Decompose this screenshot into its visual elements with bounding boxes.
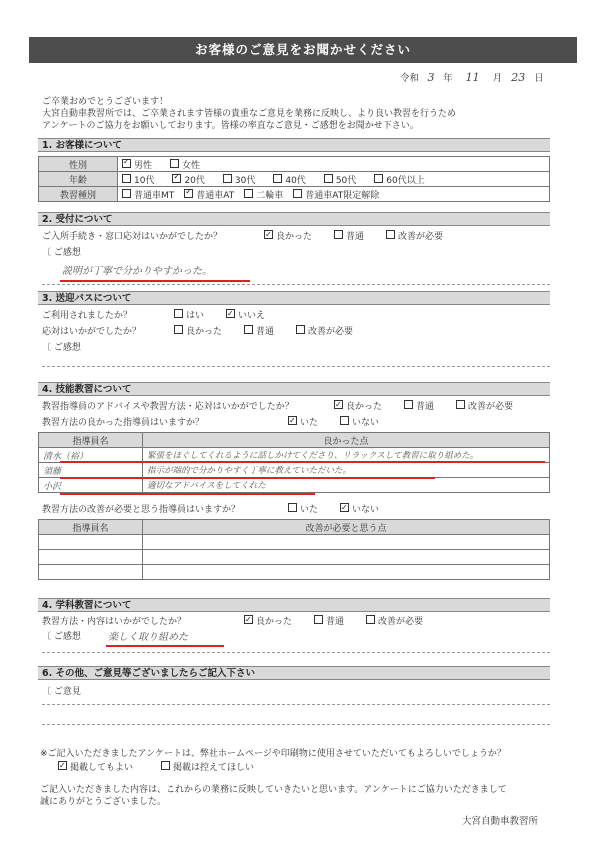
bus-comment-label: 〔 ご感想 (42, 343, 81, 353)
col-header: 指導員名 (39, 433, 143, 448)
underline-mark (60, 493, 315, 495)
checkbox[interactable] (58, 761, 67, 770)
checkbox-label: 良かった (256, 617, 293, 627)
checkbox-label: 改善が必要 (468, 402, 514, 412)
checkbox-option[interactable] (172, 173, 204, 186)
thanks-line: ご記入いただきました内容は、これからの業務に反映していきたいと思います。アンケートにご協力いただきまして (40, 785, 507, 795)
checkbox-label: 普通 (326, 617, 345, 627)
checkbox-label: 普通車AT (196, 190, 235, 201)
checkbox-option[interactable] (170, 158, 200, 171)
checkbox-label: 40代 (285, 175, 306, 186)
checkbox-option[interactable] (122, 188, 174, 201)
checkbox-option[interactable] (334, 230, 364, 244)
checkbox-label: いた (300, 418, 319, 428)
improve-instructor-table (38, 519, 550, 580)
year-value[interactable]: 3 (427, 71, 435, 84)
checkbox-label: 60代以上 (386, 175, 425, 186)
checkbox[interactable] (340, 416, 349, 425)
checkbox-label: 普通 (416, 402, 435, 412)
checkbox[interactable] (223, 174, 232, 183)
day-unit: 日 (534, 73, 544, 84)
skill-q3-options (288, 503, 401, 517)
instructor-comment[interactable]: 緊張をほぐしてくれるように話しかけてくださり、リラックスして教習に取り組めた。 (143, 448, 550, 463)
reception-question: ご入所手続き・窓口応対はいかがでしたか？ (42, 232, 223, 242)
empty-cell[interactable] (143, 535, 550, 550)
org-name: 大宮自動車教習所 (462, 816, 539, 827)
checkbox-label: 10代 (134, 175, 155, 186)
publish-options (58, 761, 282, 775)
checkbox[interactable] (334, 400, 343, 409)
checkbox[interactable] (172, 174, 181, 183)
checkbox[interactable] (324, 174, 333, 183)
intro-line: アンケートのご協力をお願いしております。皆様の率直なご意見・ご感想をお聞かせ下さい。 (42, 121, 419, 131)
instructor-name[interactable]: 小沢 (39, 478, 143, 493)
checkbox[interactable] (170, 159, 179, 168)
checkbox-label: いない (352, 418, 380, 428)
checkbox-label: いない (352, 505, 380, 515)
checkbox[interactable] (366, 615, 375, 624)
checkbox-option[interactable] (244, 615, 292, 629)
col-header: 改善が必要と思う点 (143, 520, 550, 535)
checkbox[interactable] (288, 503, 297, 512)
checkbox[interactable] (264, 230, 273, 239)
other-comment-label: 〔 ご意見 (42, 687, 81, 697)
checkbox-label: 掲載してもよい (70, 763, 134, 773)
checkbox-option[interactable] (58, 761, 133, 775)
bus-q2-row (42, 325, 552, 339)
checkbox-label: 二輪車 (256, 190, 284, 201)
checkbox-option[interactable] (404, 400, 434, 414)
intro-text (42, 96, 562, 132)
checkbox-option[interactable] (174, 309, 204, 323)
checkbox-label: 普通 (346, 232, 365, 242)
instructor-comment[interactable]: 指示が端的で分かりやすく丁寧に教えていただいた。 (143, 463, 550, 478)
academic-comment-label: 〔 ご感想 (42, 632, 81, 642)
checkbox-label: 改善が必要 (398, 232, 444, 242)
checkbox[interactable] (374, 174, 383, 183)
checkbox[interactable] (184, 189, 193, 198)
row-label: 性別 (39, 157, 118, 172)
academic-comment[interactable]: 楽しく取り組めた (108, 632, 188, 643)
date-line (400, 70, 570, 84)
underline-mark (60, 477, 435, 479)
checkbox-option[interactable] (244, 325, 274, 339)
reception-options (264, 230, 465, 244)
col-header: 良かった点 (143, 433, 550, 448)
checkbox[interactable] (122, 189, 131, 198)
section-customer: 1. お客様について (38, 138, 550, 152)
checkbox-label: 良かった (276, 232, 313, 242)
section-bus: 3. 送迎バスについて (38, 291, 550, 305)
checkbox-option[interactable] (456, 400, 513, 414)
checkbox[interactable] (174, 309, 183, 318)
section-reception: 2. 受付について (38, 212, 550, 226)
reception-comment[interactable]: 説明が丁寧で分かりやすかった。 (62, 266, 212, 277)
gender-options (118, 157, 550, 172)
checkbox-label: 普通車MT (134, 190, 175, 201)
checkbox-option[interactable] (184, 188, 234, 201)
checkbox-option[interactable] (340, 416, 379, 430)
bus-q1: ご利用されましたか？ (42, 311, 133, 321)
thanks-text (40, 784, 570, 808)
checkbox-label: 良かった (346, 402, 383, 412)
divider (42, 724, 550, 725)
checkbox[interactable] (314, 615, 323, 624)
checkbox-label: いいえ (238, 311, 266, 321)
checkbox-option[interactable] (174, 325, 222, 339)
divider (42, 704, 550, 705)
checkbox-option[interactable] (324, 173, 356, 186)
checkbox-option[interactable] (122, 158, 152, 171)
section-academic: 4. 学科教習について (38, 598, 550, 612)
instructor-name[interactable]: 須藤 (39, 463, 143, 478)
checkbox-label: 50代 (335, 175, 357, 186)
skill-q1: 教習指導員のアドバイスや教習方法・応対はいかがでしたか？ (42, 402, 294, 412)
checkbox-label: 掲載は控えてほしい (173, 763, 255, 773)
instructor-comment[interactable]: 適切なアドバイスをしてくれた (143, 478, 550, 493)
checkbox[interactable] (404, 400, 413, 409)
era-label: 令和 (400, 73, 420, 84)
section-other: 6. その他、ご意見等ございましたらご記入下さい (38, 666, 550, 680)
empty-cell[interactable] (143, 550, 550, 565)
checkbox[interactable] (226, 309, 235, 318)
intro-line: ご卒業おめでとうございます！ (42, 97, 169, 107)
checkbox[interactable] (293, 189, 302, 198)
checkbox-option[interactable] (223, 173, 255, 186)
checkbox[interactable] (273, 174, 282, 183)
checkbox-option[interactable] (314, 615, 344, 629)
checkbox-option[interactable] (264, 230, 312, 244)
checkbox-label: いた (300, 505, 319, 515)
bus-q2-options (174, 325, 375, 339)
course-options (118, 187, 550, 202)
empty-cell[interactable] (143, 565, 550, 580)
checkbox-option[interactable] (374, 173, 424, 186)
bus-q1-options (174, 309, 287, 323)
checkbox[interactable] (122, 159, 131, 168)
checkbox-option[interactable] (288, 416, 318, 430)
bus-q1-row (42, 309, 552, 323)
checkbox-label: 良かった (186, 327, 223, 337)
checkbox-label: 30代 (234, 175, 256, 186)
checkbox-option[interactable] (122, 173, 154, 186)
checkbox-option[interactable] (244, 188, 283, 201)
row-label: 教習種別 (39, 187, 118, 202)
reception-question-row (42, 230, 552, 244)
checkbox[interactable] (334, 230, 343, 239)
divider (42, 366, 550, 367)
instructor-name[interactable]: 清水（裕） (39, 448, 143, 463)
empty-cell[interactable] (39, 535, 143, 550)
skill-q3: 教習方法の改善が必要と思う指導員はいますか？ (42, 505, 241, 515)
checkbox-option[interactable] (296, 325, 353, 339)
divider (42, 284, 550, 285)
checkbox-option[interactable] (366, 615, 423, 629)
checkbox-label: はい (186, 311, 205, 321)
checkbox[interactable] (244, 325, 253, 334)
checkbox[interactable] (386, 230, 395, 239)
col-header: 指導員名 (39, 520, 143, 535)
checkbox-option[interactable] (226, 309, 265, 323)
checkbox[interactable] (161, 761, 170, 770)
academic-question-row (42, 615, 552, 629)
section-skill: 4. 技能教習について (38, 382, 550, 396)
checkbox-option[interactable] (340, 503, 379, 517)
checkbox-option[interactable] (288, 503, 318, 517)
skill-q1-options (334, 400, 535, 414)
row-label: 年齢 (39, 172, 118, 187)
checkbox[interactable] (340, 503, 349, 512)
empty-cell[interactable] (39, 565, 143, 580)
checkbox-label: 普通車AT限定解除 (305, 190, 380, 201)
checkbox[interactable] (296, 325, 305, 334)
checkbox[interactable] (244, 615, 253, 624)
year-unit: 年 (443, 73, 453, 84)
academic-options (244, 615, 445, 629)
intro-line: 大宮自動車教習所では、ご卒業されます皆様の貴重なご意見を業務に反映し、より良い教習を行うため (42, 109, 457, 119)
checkbox-label: 改善が必要 (308, 327, 354, 337)
customer-table (38, 156, 550, 202)
checkbox[interactable] (244, 189, 253, 198)
skill-q2: 教習方法の良かった指導員はいますか？ (42, 418, 205, 428)
checkbox-label: 普通 (256, 327, 275, 337)
checkbox[interactable] (174, 325, 183, 334)
skill-q2-options (288, 416, 401, 430)
checkbox[interactable] (288, 416, 297, 425)
day-value[interactable]: 23 (511, 71, 526, 84)
skill-q3-row (42, 503, 552, 517)
checkbox-option[interactable] (386, 230, 443, 244)
age-options (118, 172, 550, 187)
skill-q2-row (42, 416, 552, 430)
empty-cell[interactable] (39, 550, 143, 565)
checkbox-option[interactable] (273, 173, 305, 186)
bus-q2: 応対はいかがでしたか？ (42, 327, 142, 337)
reception-comment-label: 〔 ご感想 (42, 248, 81, 258)
divider (42, 652, 550, 653)
publish-question: ※ご記入いただきましたアンケートは、弊社ホームページや印刷物に使用させていただいてもよろしいでしょうか？ (40, 749, 506, 759)
underline-mark (60, 461, 545, 463)
page-title: お客様のご意見をお聞かせください (29, 37, 577, 63)
checkbox-label: 女性 (182, 160, 201, 171)
academic-question: 教習方法・内容はいかがでしたか？ (42, 617, 187, 627)
checkbox[interactable] (456, 400, 465, 409)
checkbox[interactable] (122, 174, 131, 183)
checkbox-option[interactable] (334, 400, 382, 414)
checkbox-option[interactable] (161, 761, 254, 775)
month-value[interactable]: 11 (465, 71, 480, 84)
skill-q1-row (42, 400, 552, 414)
checkbox-label: 男性 (134, 160, 153, 171)
checkbox-label: 改善が必要 (378, 617, 424, 627)
underline-mark (60, 280, 250, 282)
checkbox-label: 20代 (184, 175, 205, 186)
underline-mark (106, 645, 224, 647)
thanks-line: 誠にありがとうございました。 (40, 797, 167, 807)
month-unit: 月 (492, 73, 503, 84)
checkbox-option[interactable] (293, 188, 379, 201)
